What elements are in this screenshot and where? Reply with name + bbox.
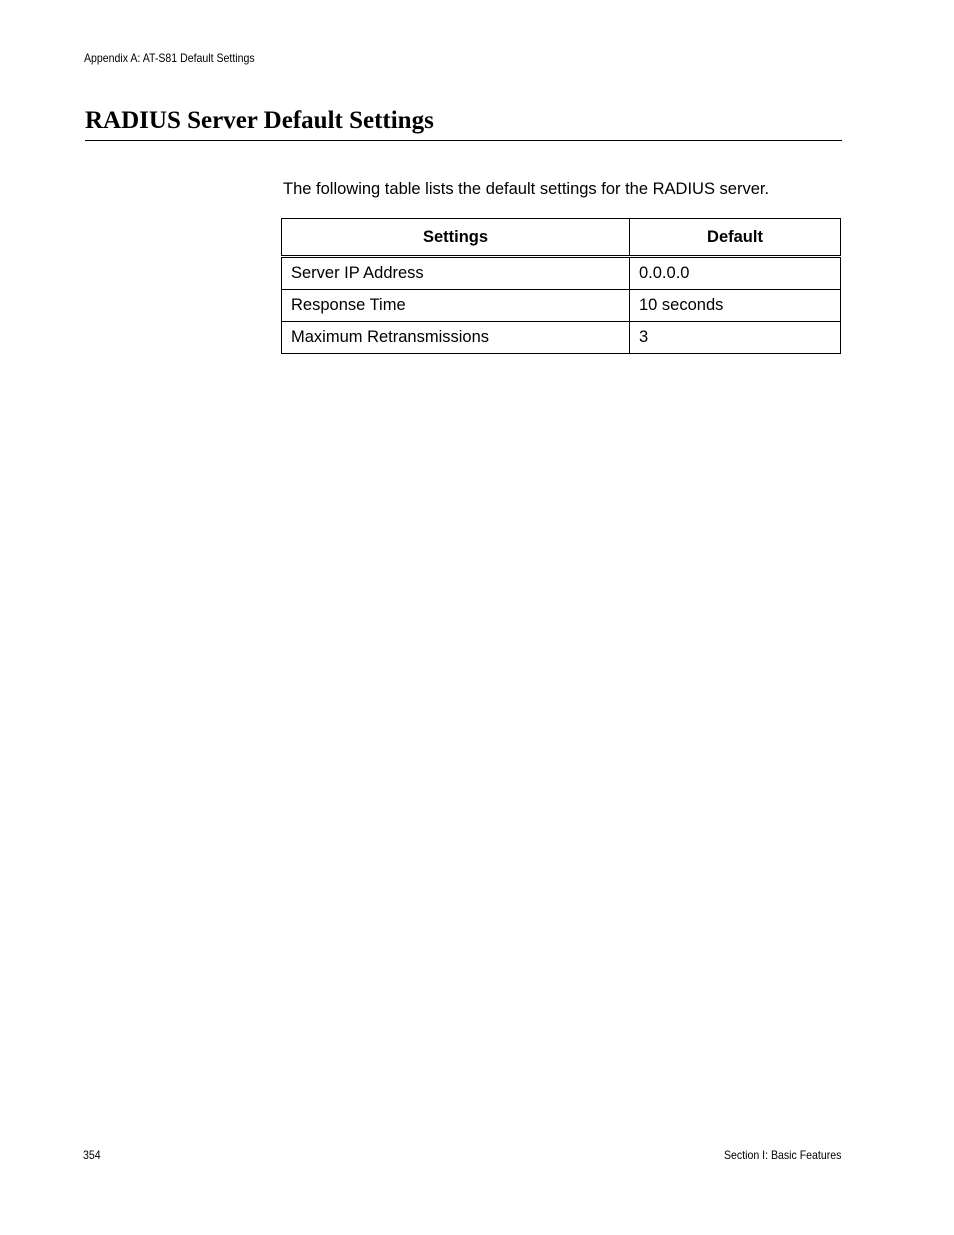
table-row bbox=[282, 322, 841, 354]
table-header-row bbox=[282, 219, 841, 257]
setting-default-cell: 3 bbox=[630, 322, 841, 354]
running-header: Appendix A: AT-S81 Default Settings bbox=[84, 51, 255, 65]
setting-default-cell: 0.0.0.0 bbox=[630, 257, 841, 290]
column-header-settings: Settings bbox=[282, 219, 630, 257]
table-row bbox=[282, 257, 841, 290]
setting-default-cell: 10 seconds bbox=[630, 290, 841, 322]
column-header-default: Default bbox=[630, 219, 841, 257]
setting-name-cell: Response Time bbox=[282, 290, 630, 322]
radius-defaults-table bbox=[281, 218, 841, 354]
page-title: RADIUS Server Default Settings bbox=[85, 106, 842, 141]
footer-section-name: Section I: Basic Features bbox=[723, 1148, 841, 1162]
setting-name-cell: Server IP Address bbox=[282, 257, 630, 290]
table-row bbox=[282, 290, 841, 322]
setting-name-cell: Maximum Retransmissions bbox=[282, 322, 630, 354]
page-number: 354 bbox=[83, 1148, 101, 1162]
intro-paragraph: The following table lists the default settings for the RADIUS server. bbox=[283, 180, 770, 198]
